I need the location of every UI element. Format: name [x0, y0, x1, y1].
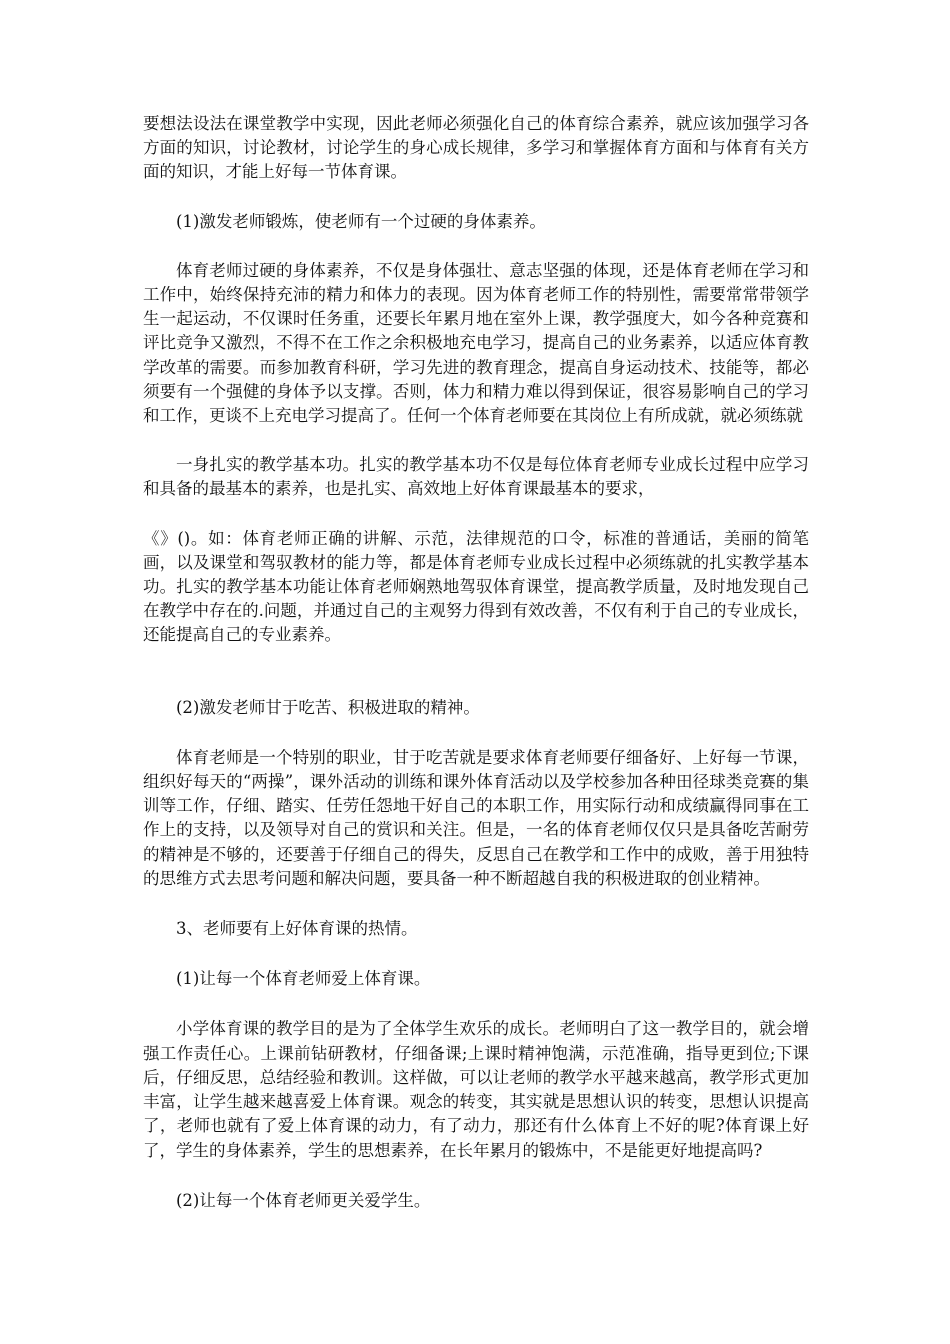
heading-care-students: (2)让每一个体育老师更关爱学生。	[176, 1190, 431, 1210]
heading-passion: 3、老师要有上好体育课的热情。	[176, 919, 418, 939]
paragraph-love-pe-class: 小学体育课的教学目的是为了全体学生欢乐的成长。老师明白了这一教学目的，就会增强工作责任心。上课前钻研教材，仔细备课;上课时精神饱满，示范准确，指导更到位;下课后，仔细反思，总结经验和教训。这样做，可以让老师的教学水平越来越高，教学形式更加丰富，让学生越来越喜爱上体育课。观念的转变，其实就是思想认识的转变，思想认识提高了，老师也就有了爱上体育课的动力，有了动力，那还有什么体育上不好的呢?体育课上好了，学生的身体素养，学生的思想素养，在长年累月的锻炼中，不是能更好地提高吗?	[143, 1019, 809, 1160]
heading-love-pe-class: (1)让每一个体育老师爱上体育课。	[176, 969, 431, 989]
document-page	[143, 112, 809, 1213]
paragraph-intro: 要想法设法在课堂教学中实现，因此老师必须强化自己的体育综合素养，就应该加强学习各方面的知识，讨论教材，讨论学生的身心成长规律，多学习和掌握体育方面和与体育有关方面的知识，才能上好每一节体育课。	[143, 114, 809, 182]
paragraph-physical-fitness: 体育老师过硬的身体素养，不仅是身体强壮、意志坚强的体现，还是体育老师在学习和工作中，始终保持充沛的精力和体力的表现。因为体育老师工作的特别性，需要常常带领学生一起运动，不仅课时任务重，还要长年累月地在室外上课，教学强度大，如今各种竞赛和评比竞争又激烈，不得不在工作之余积极地充电学习，提高自己的业务素养，以适应体育教学改革的需要。而参加教育科研，学习先进的教育理念，提高自身运动技术、技能等，都必须要有一个强健的身体予以支撑。否则，体力和精力难以得到保证，很容易影响自己的学习和工作，更谈不上充电学习提高了。任何一个体育老师要在其岗位上有所成就，就必须练就	[143, 260, 809, 426]
paragraph-hardworking-spirit: 体育老师是一个特别的职业，甘于吃苦就是要求体育老师要仔细备好、上好每一节课，组织好每天的“两操”，课外活动的训练和课外体育活动以及学校参加各种田径球类竞赛的集训等工作，仔细、踏实、任劳任怨地干好自己的本职工作，用实际行动和成绩赢得同事在工作上的支持，以及领导对自己的赏识和关注。但是，一名的体育老师仅仅只是具备吃苦耐劳的精神是不够的，还要善于仔细自己的得失，反思自己在教学和工作中的成败，善于用独特的思维方式去思考问题和解决问题，要具备一种不断超越自我的积极进取的创业精神。	[143, 747, 809, 888]
paragraph-teaching-skills: 一身扎实的教学基本功。扎实的教学基本功不仅是每位体育老师专业成长过程中应学习和具备的最基本的素养，也是扎实、高效地上好体育课最基本的要求，	[143, 455, 809, 499]
heading-hardworking-spirit: (2)激发老师甘于吃苦、积极进取的精神。	[176, 697, 480, 717]
paragraph-teaching-examples: 《》()。如：体育老师正确的讲解、示范，法律规范的口令，标准的普通话，美丽的简笔画，以及课堂和驾驭教材的能力等，都是体育老师专业成长过程中必须练就的扎实教学基本功。扎实的教学基本功能让体育老师娴熟地驾驭体育课堂，提高教学质量，及时地发现自己在教学中存在的.问题，并通过自己的主观努力得到有效改善，不仅有利于自己的专业成长，还能提高自己的专业素养。	[143, 528, 809, 645]
heading-physical-fitness: (1)激发老师锻炼，使老师有一个过硬的身体素养。	[176, 211, 546, 231]
